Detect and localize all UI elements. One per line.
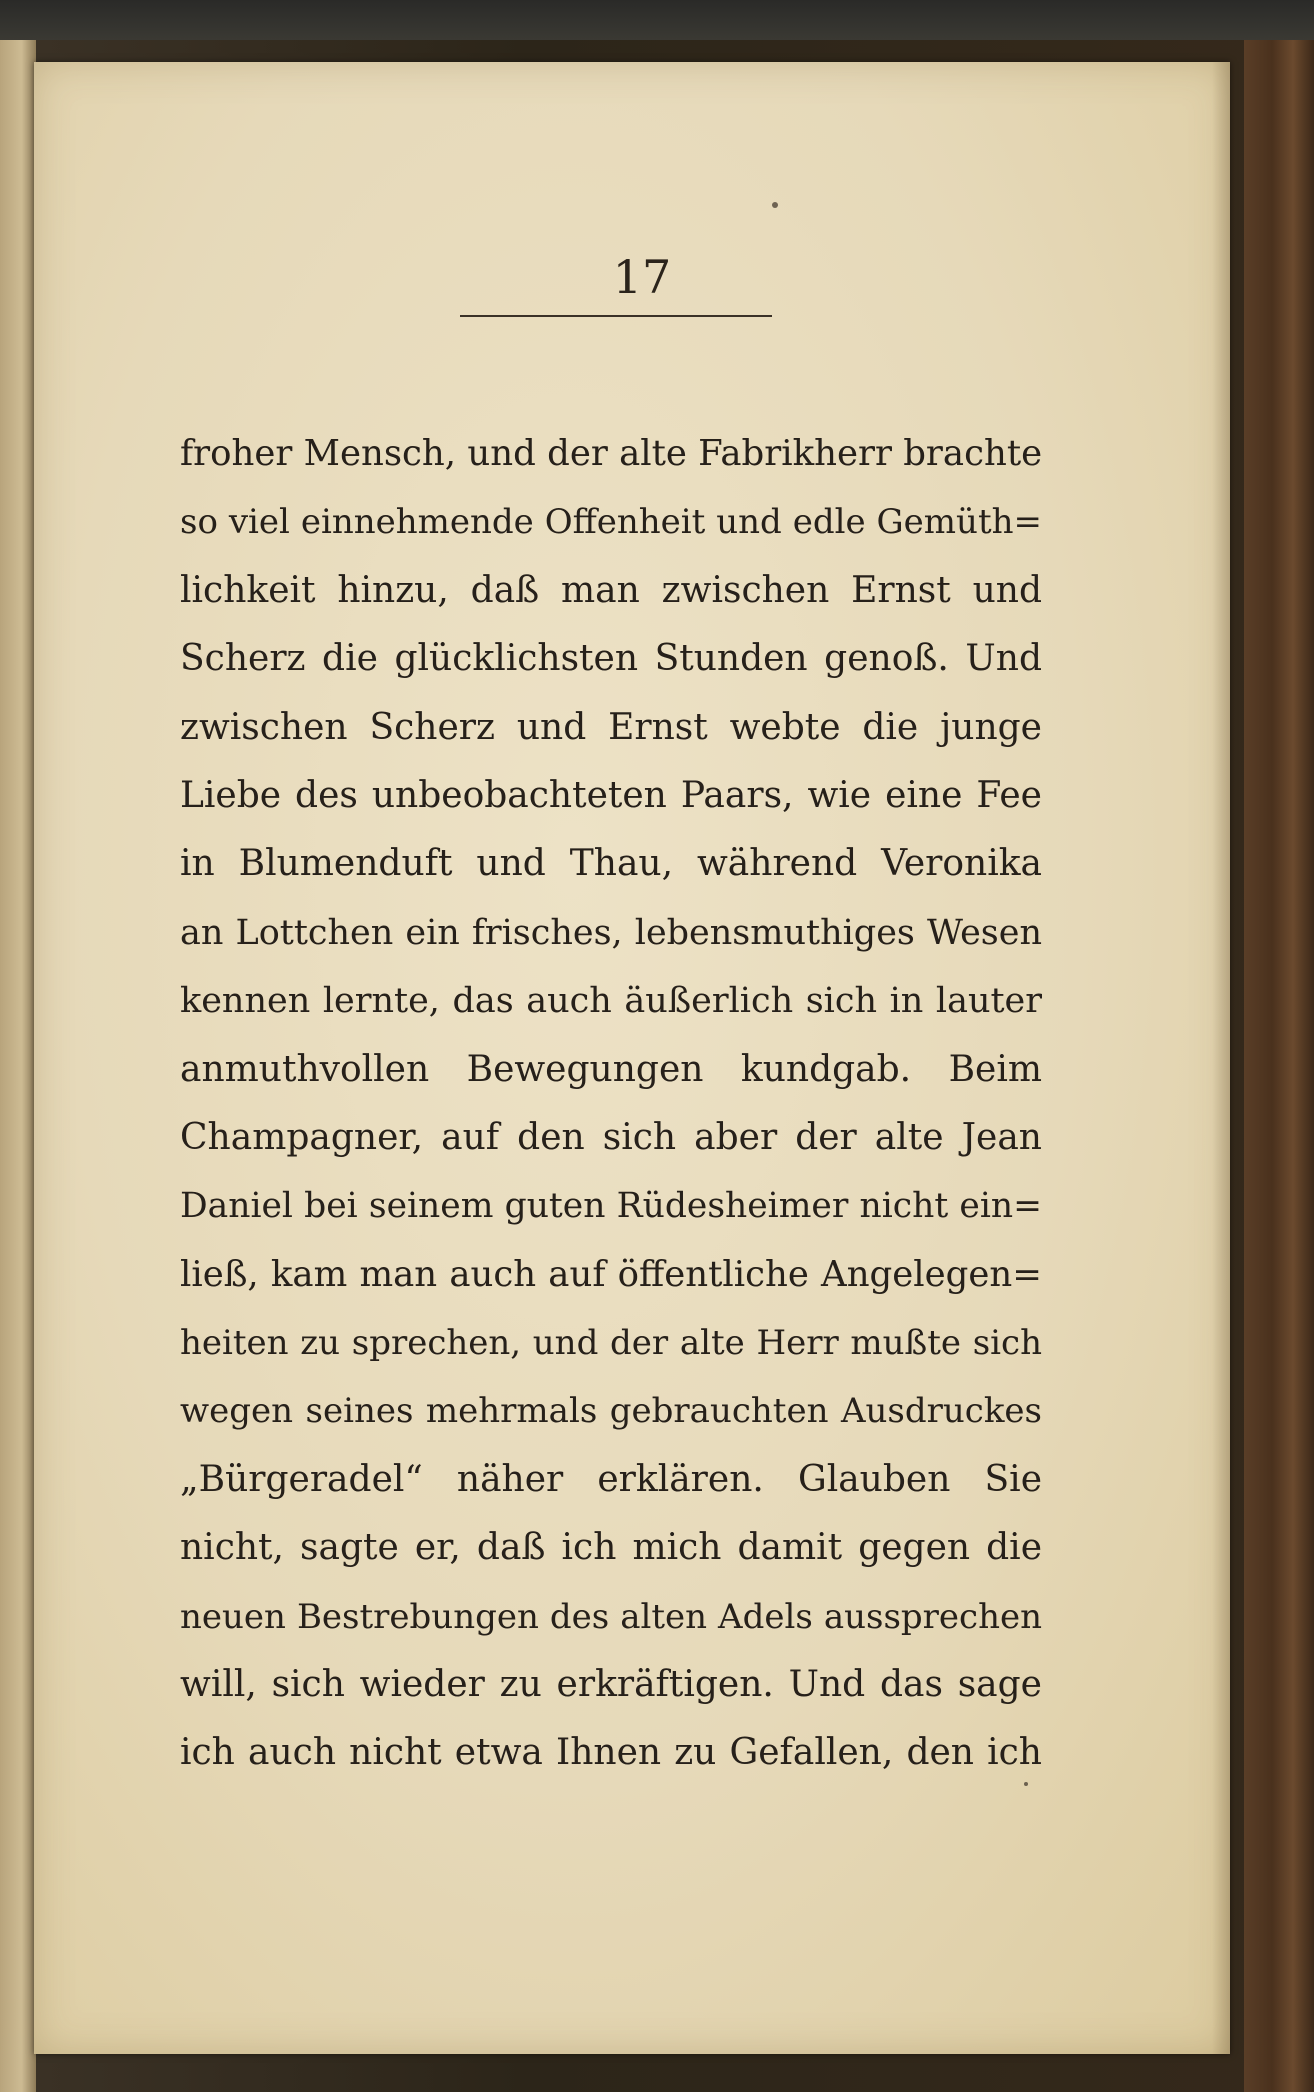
page-number [34, 250, 1230, 304]
text-line: in Blumenduft und Thau, während Veronika [180, 843, 1042, 885]
text-line: neuen Bestrebungen des alten Adels aussprechen [180, 1596, 1042, 1637]
text-line: ich auch nicht etwa Ihnen zu Gefallen, den ich [180, 1732, 1042, 1774]
text-line: wegen seines mehrmals gebrauchten Ausdruckes [180, 1391, 1042, 1432]
text-line: „Bürgeradel“ näher erklären. Glauben Sie [180, 1458, 1042, 1500]
text-line: lichkeit hinzu, daß man zwischen Ernst und [180, 569, 1042, 611]
text-line: anmuthvollen Bewegungen kundgab. Beim [180, 1048, 1042, 1090]
page-shadow-edge [1212, 62, 1230, 2054]
body-text [180, 420, 1042, 1788]
text-line: will, sich wieder zu erkräftigen. Und das sage [180, 1664, 1042, 1706]
text-line: Daniel bei seinem guten Rüdesheimer nicht ein= [180, 1186, 1042, 1227]
header-rule [460, 315, 772, 317]
book-cover-right-edge [1244, 40, 1314, 2092]
text-line: so viel einnehmende Offenheit und edle Gemüth= [180, 502, 1042, 543]
facing-page-edge [0, 40, 36, 2092]
page-sheet [34, 62, 1230, 2054]
text-line: heiten zu sprechen, und der alte Herr mußte sich [180, 1323, 1042, 1364]
text-line: Liebe des unbeobachteten Paars, wie eine Fee [180, 774, 1042, 816]
text-line: an Lottchen ein frisches, lebensmuthiges Wesen [180, 912, 1042, 953]
text-line: zwischen Scherz und Ernst webte die junge [180, 706, 1042, 748]
text-line: froher Mensch, und der alte Fabrikherr brachte [180, 433, 1042, 474]
paper-speck [772, 202, 778, 208]
text-line: ließ, kam man auch auf öffentliche Angelegen= [180, 1253, 1042, 1295]
book-cover-top-edge [0, 0, 1314, 40]
page-number-text: 17 [612, 250, 672, 304]
text-line: Scherz die glücklichsten Stunden genoß. Und [180, 638, 1042, 680]
text-line: nicht, sagte er, daß ich mich damit gegen die [180, 1527, 1042, 1569]
paper-speck [1024, 1782, 1028, 1786]
text-line: kennen lernte, das auch äußerlich sich in lauter [180, 981, 1042, 1022]
text-line: Champagner, auf den sich aber der alte Jean [180, 1116, 1042, 1158]
